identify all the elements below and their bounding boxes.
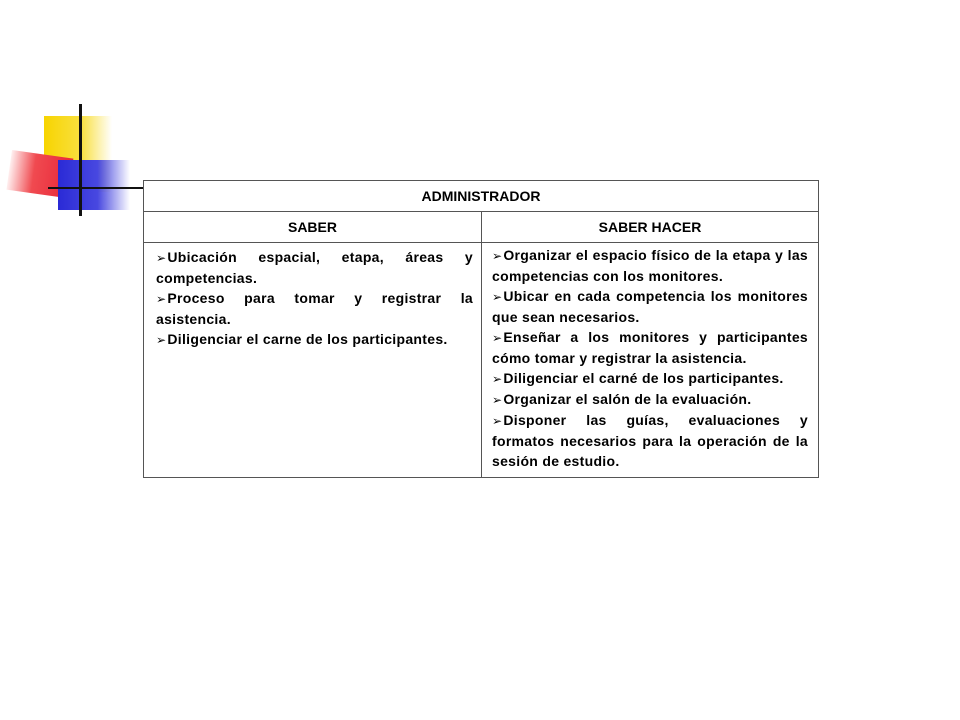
list-item: [156, 288, 473, 329]
list-item: [492, 245, 808, 286]
column-header-saber-hacer: SABER HACER: [482, 212, 819, 243]
arrow-bullet-icon: ➢: [492, 331, 503, 345]
arrow-bullet-icon: ➢: [492, 393, 503, 407]
arrow-bullet-icon: ➢: [156, 251, 167, 265]
list-item-text: Diligenciar el carné de los participantes.: [503, 370, 784, 386]
saber-hacer-cell: [482, 243, 819, 478]
arrow-bullet-icon: ➢: [492, 372, 503, 386]
column-header-saber: SABER: [144, 212, 482, 243]
arrow-bullet-icon: ➢: [492, 414, 503, 428]
list-item-text: Disponer las guías, evaluaciones y formatos necesarios para la operación de la sesión de estudio.: [492, 412, 808, 469]
list-item: [156, 329, 473, 350]
list-item: [492, 389, 808, 410]
list-item-text: Organizar el espacio físico de la etapa y las competencias con los monitores.: [492, 247, 808, 284]
list-item-text: Ubicar en cada competencia los monitores que sean necesarios.: [492, 288, 808, 325]
list-item: [492, 286, 808, 327]
logo-blue-square: [58, 160, 130, 210]
logo-vertical-line: [79, 104, 82, 216]
list-item-text: Organizar el salón de la evaluación.: [503, 391, 752, 407]
list-item: [492, 410, 808, 471]
list-item: [156, 247, 473, 288]
arrow-bullet-icon: ➢: [492, 290, 503, 304]
list-item-text: Diligenciar el carne de los participantes.: [167, 331, 448, 347]
list-item-text: Enseñar a los monitores y participantes cómo tomar y registrar la asistencia.: [492, 329, 808, 366]
saber-hacer-list: [492, 245, 808, 471]
list-item-text: Ubicación espacial, etapa, áreas y competencias.: [156, 249, 473, 286]
arrow-bullet-icon: ➢: [156, 333, 167, 347]
administrador-table: [143, 180, 819, 478]
list-item: [492, 327, 808, 368]
table-title: ADMINISTRADOR: [144, 181, 819, 212]
logo-horizontal-line: [48, 187, 144, 189]
list-item: [492, 368, 808, 389]
arrow-bullet-icon: ➢: [156, 292, 167, 306]
list-item-text: Proceso para tomar y registrar la asistencia.: [156, 290, 473, 327]
saber-list: [156, 247, 473, 350]
saber-cell: [144, 243, 482, 478]
arrow-bullet-icon: ➢: [492, 249, 503, 263]
